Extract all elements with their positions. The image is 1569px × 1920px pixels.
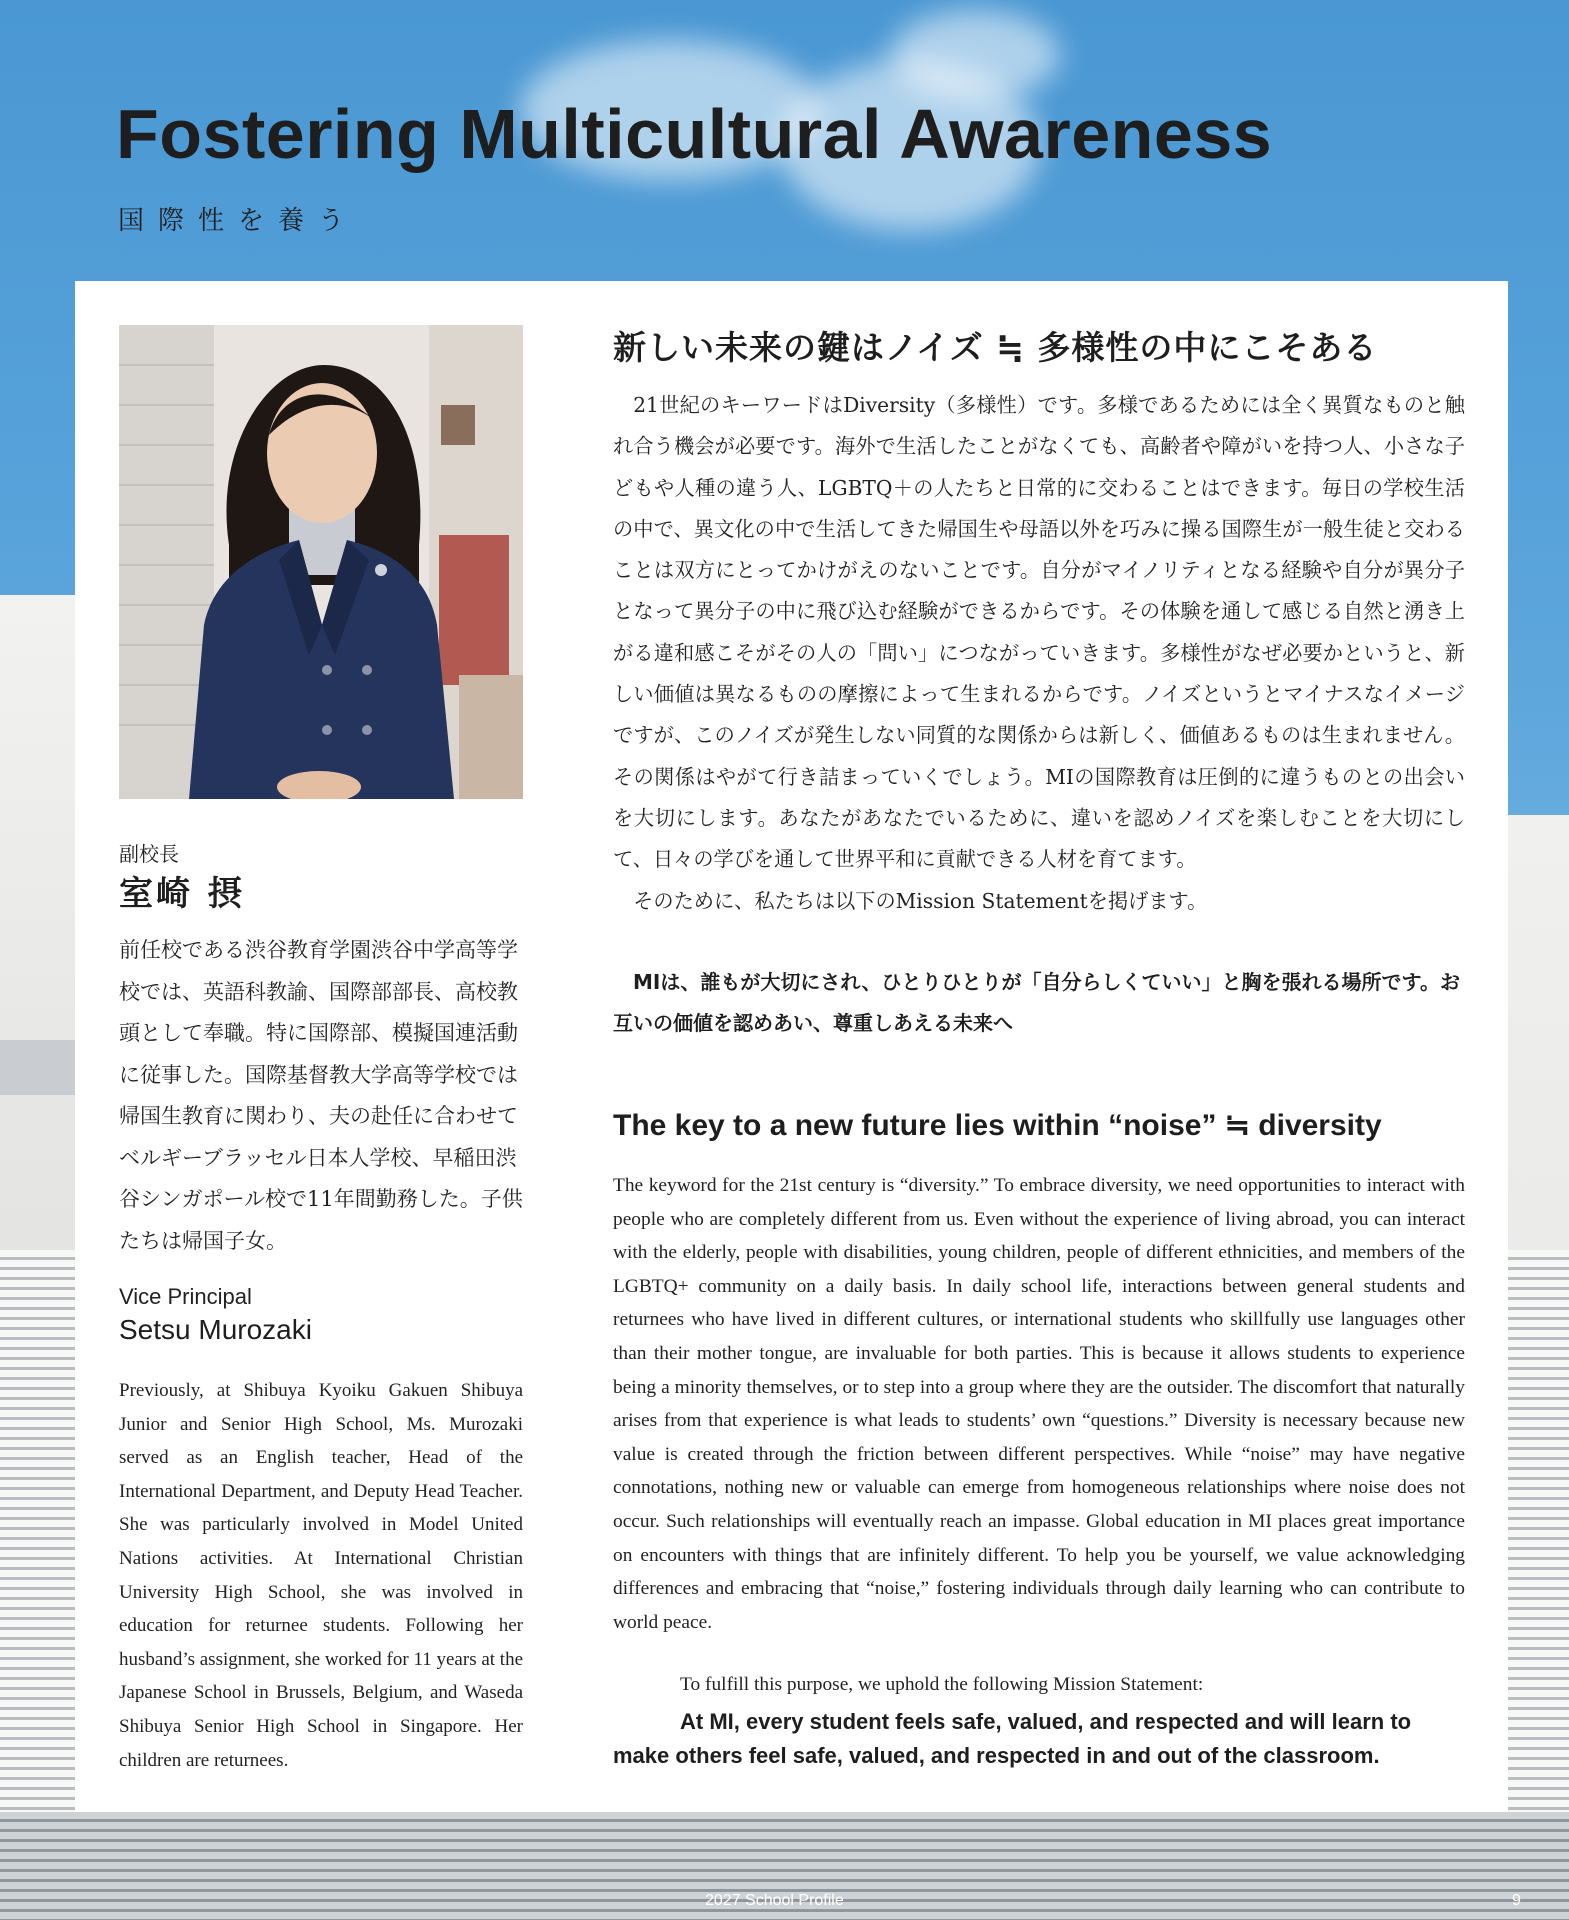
cloud: [890, 10, 1060, 100]
building-band: [0, 1040, 80, 1095]
article-heading-ja: 新しい未来の鍵はノイズ ≒ 多様性の中にこそある: [613, 328, 1378, 367]
portrait-illustration: [119, 325, 523, 799]
page-subtitle: 国際性を養う: [118, 206, 359, 236]
mission-statement-ja: MIは、誰もが大切にされ、ひとりひとりが「自分らしくていい」と胸を張れる場所です。お互いの価値を認めあい、尊重しあえる未来へ: [613, 970, 1460, 1035]
article-paragraph-ja: 21世紀のキーワードはDiversity（多様性）です。多様であるためには全く異質なものと触れ合う機会が必要です。海外で生活したことがなくても、高齢者や障がいを持つ人、小さな子どもや人種の違う人、LGBTQ＋の人たちと日常的に交わることはできます。毎日の学校生活の中で、異文化の中で生活してきた帰国生や母語以外を巧みに操る国際生が一般生徒と交わることは双方にとってかけがえのないことです。自分がマイノリティとなる経験や自分が異分子となって異分子の中に飛び込む経験ができるからです。その体験を通して感じる自然と湧き上がる違和感こそがその人の「問い」につながっていきます。多様性がなぜ必要かというと、新しい価値は異なるものの摩擦によって生まれるからです。ノイズというとマイナスなイメージですが、このノイズが発生しない同質的な関係からは新しく、価値あるものは生まれません。その関係はやがて行き詰まっていくでしょう。MIの国際教育は圧倒的に違うものとの出会いを大切にします。あなたがあなたでいるために、違いを認めノイズを楽しむことを大切にして、日々の学びを通して世界平和に貢献できる人材を育てます。: [613, 393, 1465, 872]
name-en: Setsu Murozaki: [119, 1314, 312, 1345]
bio-ja: 前任校である渋谷教育学園渋谷中学高等学校では、英語科教諭、国際部部長、高校教頭として奉職。特に国際部、模擬国連活動に従事した。国際基督教大学高等学校では帰国生教育に関わり、夫の赴任に合わせてベルギーブラッセル日本人学校、早稲田渋谷シンガポール校で11年間勤務した。子供たちは帰国子女。: [119, 938, 523, 1253]
bio-en: Previously, at Shibuya Kyoiku Gakuen Shibuya Junior and Senior High School, Ms. Murozaki served as an English teacher, Head of the International Department, and Deputy Head Teacher. She was particularly involved in Model United Nations activities. At International Christian University High School, she was involved in education for returnee students. Following her husband’s assignment, she worked for 11 years at the Japanese School in Brussels, Belgium, and Waseda Shibuya Senior High School in Singapore. Her children are returnees.: [119, 1380, 524, 1771]
page-title: Fostering Multicultural Awareness: [116, 95, 1273, 173]
article-paragraph-ja: そのために、私たちは以下のMission Statementを掲げます。: [633, 888, 1208, 913]
role-en: Vice Principal: [119, 1284, 252, 1309]
mission-intro-en: To fulfill this purpose, we uphold the following Mission Statement:: [680, 1674, 1204, 1695]
article-body-en: The keyword for the 21st century is “diversity.” To embrace diversity, we need opportunities to interact with people who are completely different from us. Even without the experience of living abroad, you can interact with the elderly, people with disabilities, young children, people of different ethnicities, and members of the LGBTQ+ community on a daily basis. In daily school life, interactions between general students and returnees who have lived in different cultures, or international students who skillfully use languages other than their mother tongue, are invaluable for both parties. This is because it allows students to experience being a minority themselves, or to step into a group where they are the outsider. The discomfort that naturally arises from that experience is what leads to students’ own “questions.” Diversity is necessary because new value is created through the friction between different perspectives. While “noise” may have negative connotations, nothing new or valuable can emerge from homogeneous relationships where noise does not occur. Such relationships will eventually reach an impasse. Global education in MI places great importance on encounters with things that are infinitely different. To help you be yourself, we value acknowledging differences and embracing that “noise,” fostering individuals through daily learning who can contribute to world peace.: [613, 1175, 1465, 1633]
article-heading-en: The key to a new future lies within “noise” ≒ diversity: [613, 1109, 1382, 1142]
page-number: 9: [1512, 1892, 1521, 1909]
article-body-ja: [613, 385, 1465, 922]
name-ja: 室崎 摂: [119, 874, 245, 914]
portrait-photo: [119, 325, 523, 799]
footer-label: 2027 School Profile: [705, 1892, 844, 1909]
mission-statement-en: At MI, every student feels safe, valued, and respected and will learn to make others feel safe, valued, and respected in and out of the classroom.: [613, 1709, 1412, 1768]
role-ja: 副校長: [119, 842, 179, 866]
